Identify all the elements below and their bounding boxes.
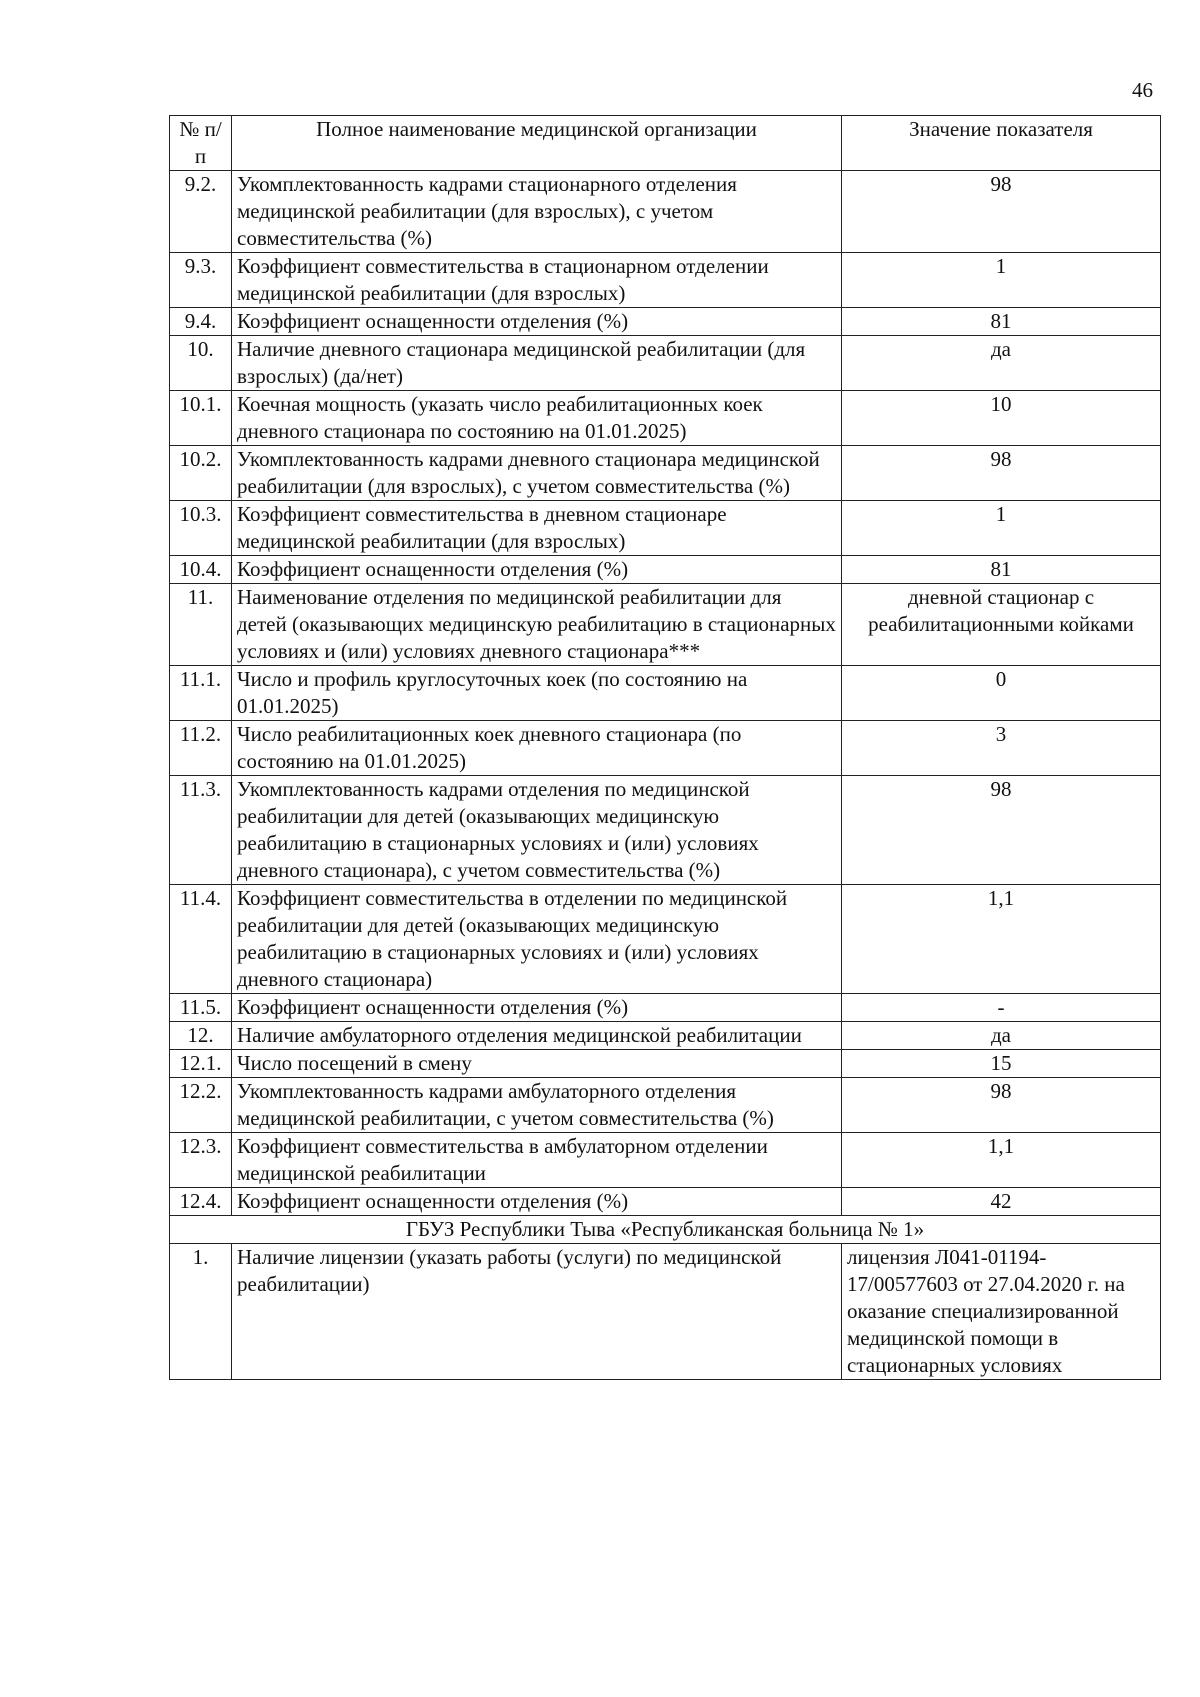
table-row [170,171,1161,253]
table-row [170,776,1161,885]
row-value: 1,1 [842,885,1161,994]
table-row [170,721,1161,776]
row-name: Коечная мощность (указать число реабилитационных коек дневного стационара по состоянию на 01.01.2025) [232,391,842,446]
table-row [170,584,1161,666]
row-value: 1 [842,501,1161,556]
row-number: 11.4. [170,885,232,994]
row-value: 98 [842,776,1161,885]
row-name: Наличие амбулаторного отделения медицинской реабилитации [232,1022,842,1050]
row-name: Число и профиль круглосуточных коек (по состоянию на 01.01.2025) [232,666,842,721]
row-name: Коэффициент совместительства в дневном стационаре медицинской реабилитации (для взрослых) [232,501,842,556]
table-row [170,446,1161,501]
row-number: 10. [170,336,232,391]
table-row [170,1244,1161,1380]
row-name: Наличие лицензии (указать работы (услуги) по медицинской реабилитации) [232,1244,842,1380]
table-row [170,1133,1161,1188]
indicators-table [169,115,1161,1380]
row-number: 11.2. [170,721,232,776]
organization-heading-row [170,1216,1161,1244]
row-name: Коэффициент совместительства в отделении по медицинской реабилитации для детей (оказывающих медицинскую реабилитацию в стационарных условиях и (или) условиях дневного стационара) [232,885,842,994]
row-name: Укомплектованность кадрами амбулаторного отделения медицинской реабилитации, с учетом совместительства (%) [232,1078,842,1133]
table-row [170,1050,1161,1078]
row-name: Наименование отделения по медицинской реабилитации для детей (оказывающих медицинскую реабилитацию в стационарных условиях и (или) условиях дневного стационара*** [232,584,842,666]
table-row [170,1078,1161,1133]
row-name: Коэффициент совместительства в стационарном отделении медицинской реабилитации (для взрослых) [232,253,842,308]
row-number: 12.3. [170,1133,232,1188]
table-row [170,666,1161,721]
table-row [170,391,1161,446]
row-name: Укомплектованность кадрами стационарного отделения медицинской реабилитации (для взрослых), с учетом совместительства (%) [232,171,842,253]
table-row [170,336,1161,391]
row-value: да [842,1022,1161,1050]
table-header-row [170,116,1161,171]
row-number: 12. [170,1022,232,1050]
row-number: 9.4. [170,308,232,336]
row-name: Коэффициент совместительства в амбулаторном отделении медицинской реабилитации [232,1133,842,1188]
row-number: 11.3. [170,776,232,885]
row-number: 9.3. [170,253,232,308]
row-name: Коэффициент оснащенности отделения (%) [232,556,842,584]
row-value: 81 [842,556,1161,584]
row-value: 98 [842,1078,1161,1133]
row-number: 11. [170,584,232,666]
row-value: - [842,994,1161,1022]
row-number: 12.2. [170,1078,232,1133]
row-value: 98 [842,446,1161,501]
row-name: Число посещений в смену [232,1050,842,1078]
header-number: № п/п [170,116,232,171]
row-number: 1. [170,1244,232,1380]
row-number: 10.4. [170,556,232,584]
header-name: Полное наименование медицинской организации [232,116,842,171]
row-name: Наличие дневного стационара медицинской реабилитации (для взрослых) (да/нет) [232,336,842,391]
table-row [170,501,1161,556]
row-value: да [842,336,1161,391]
row-number: 10.2. [170,446,232,501]
row-value: 42 [842,1188,1161,1216]
row-value: 1,1 [842,1133,1161,1188]
organization-heading: ГБУЗ Республики Тыва «Республиканская больница № 1» [170,1216,1161,1244]
header-value: Значение показателя [842,116,1161,171]
page-number: 46 [1132,78,1153,102]
row-value: лицензия Л041-01194-17/00577603 от 27.04.2020 г. на оказание специализированной медицинской помощи в стационарных условиях [842,1244,1161,1380]
table-row [170,308,1161,336]
table-row [170,1188,1161,1216]
row-number: 11.5. [170,994,232,1022]
row-name: Коэффициент оснащенности отделения (%) [232,1188,842,1216]
table-row [170,253,1161,308]
table-row [170,885,1161,994]
row-name: Укомплектованность кадрами отделения по медицинской реабилитации для детей (оказывающих медицинскую реабилитацию в стационарных условиях и (или) условиях дневного стационара), с учетом совместительства (%) [232,776,842,885]
row-name: Коэффициент оснащенности отделения (%) [232,308,842,336]
row-number: 9.2. [170,171,232,253]
row-name: Коэффициент оснащенности отделения (%) [232,994,842,1022]
row-number: 11.1. [170,666,232,721]
row-number: 12.4. [170,1188,232,1216]
row-value: 15 [842,1050,1161,1078]
row-value: 81 [842,308,1161,336]
row-name: Число реабилитационных коек дневного стационара (по состоянию на 01.01.2025) [232,721,842,776]
table-row [170,556,1161,584]
row-value: 3 [842,721,1161,776]
row-value: дневной стационар с реабилитационными койками [842,584,1161,666]
row-value: 10 [842,391,1161,446]
row-value: 98 [842,171,1161,253]
row-value: 0 [842,666,1161,721]
row-number: 10.3. [170,501,232,556]
row-value: 1 [842,253,1161,308]
table-row [170,1022,1161,1050]
table-row [170,994,1161,1022]
row-number: 10.1. [170,391,232,446]
row-name: Укомплектованность кадрами дневного стационара медицинской реабилитации (для взрослых), с учетом совместительства (%) [232,446,842,501]
row-number: 12.1. [170,1050,232,1078]
